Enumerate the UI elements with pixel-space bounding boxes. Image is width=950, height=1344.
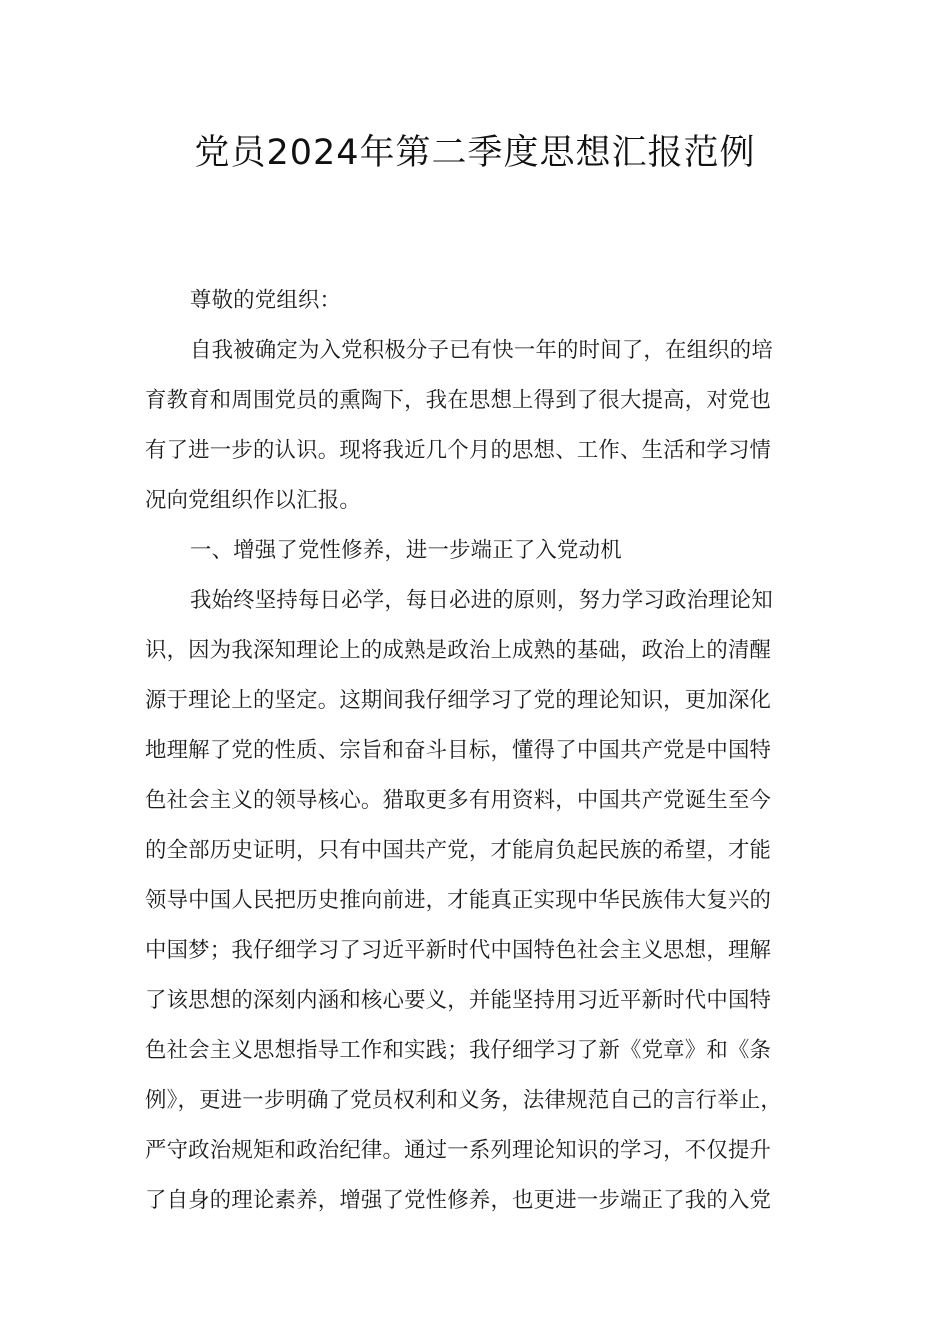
body-line: 了自身的理论素养，增强了党性修养，也更进一步端正了我的入党	[145, 1188, 772, 1213]
body-line: 了该思想的深刻内涵和核心要义，并能坚持用习近平新时代中国特	[145, 988, 772, 1013]
body-line: 我始终坚持每日必学，每日必进的原则，努力学习政治理论知	[190, 588, 773, 613]
body-line: 有了进一步的认识。现将我近几个月的思想、工作、生活和学习情	[145, 438, 772, 463]
body-line: 识，因为我深知理论上的成熟是政治上成熟的基础，政治上的清醒	[145, 638, 772, 663]
body-line: 况向党组织作以汇报。	[145, 488, 361, 513]
body-line: 中国梦；我仔细学习了习近平新时代中国特色社会主义思想，理解	[145, 938, 772, 963]
body-line: 自我被确定为入党积极分子已有快一年的时间了，在组织的培	[190, 338, 773, 363]
document-title: 党员2024年第二季度思想汇报范例	[194, 133, 756, 173]
body-line: 地理解了党的性质、宗旨和奋斗目标，懂得了中国共产党是中国特	[145, 738, 772, 763]
body-line: 色社会主义的领导核心。猎取更多有用资料，中国共产党诞生至今	[145, 788, 772, 813]
document-body	[145, 276, 809, 1226]
body-line: 领导中国人民把历史推向前进，才能真正实现中华民族伟大复兴的	[145, 888, 772, 913]
body-line: 一、增强了党性修养，进一步端正了入党动机	[190, 538, 622, 563]
body-line: 育教育和周围党员的熏陶下，我在思想上得到了很大提高，对党也	[145, 388, 772, 413]
body-line: 尊敬的党组织：	[190, 288, 342, 313]
body-line: 源于理论上的坚定。这期间我仔细学习了党的理论知识，更加深化	[145, 688, 772, 713]
body-line: 色社会主义思想指导工作和实践；我仔细学习了新《党章》和《条	[145, 1038, 772, 1063]
body-line: 的全部历史证明，只有中国共产党，才能肩负起民族的希望，才能	[145, 838, 772, 863]
body-line: 严守政治规矩和政治纪律。通过一系列理论知识的学习，不仅提升	[145, 1138, 772, 1163]
body-line: 例》，更进一步明确了党员权利和义务，法律规范自己的言行举止，	[145, 1088, 783, 1113]
